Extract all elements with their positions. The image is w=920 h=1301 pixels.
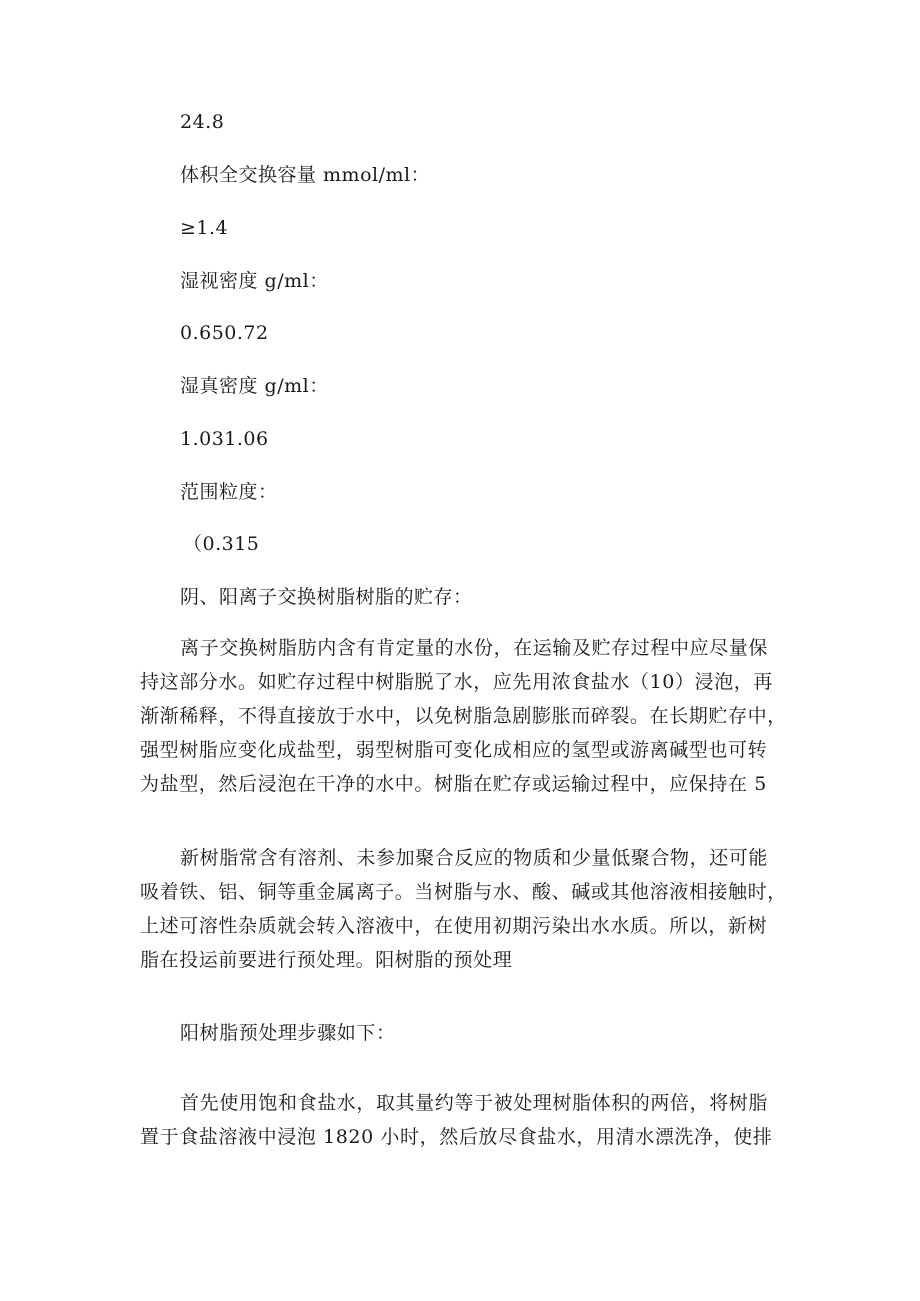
paragraph-row: 上述可溶性杂质就会转入溶液中，在使用初期污染出水水质。所以，新树 <box>140 915 768 937</box>
paragraph-row: 吸着铁、铝、铜等重金属离子。当树脂与水、酸、碱或其他溶液相接触时， <box>140 881 787 903</box>
label-line: 范围粒度： <box>180 481 278 503</box>
paragraph-steps <box>140 1086 790 1154</box>
paragraph-row: 持这部分水。如贮存过程中树脂脱了水，应先用浓食盐水（10）浸泡，再 <box>140 671 773 693</box>
paragraph-row: 新树脂常含有溶剂、未参加聚合反应的物质和少量低聚合物，还可能 <box>180 847 769 869</box>
paragraph-row: 阳树脂预处理步骤如下： <box>180 1022 396 1044</box>
label-line: 湿真密度 g/ml： <box>180 375 329 397</box>
section-heading: 阴、阳离子交换树脂树脂的贮存： <box>180 586 473 608</box>
label-line: 体积全交换容量 mmol/ml： <box>180 164 431 186</box>
paragraph-new-resin <box>140 841 790 977</box>
paragraph-row: 渐渐稀释，不得直接放于水中，以免树脂急剧膨胀而碎裂。在长期贮存中， <box>140 705 787 727</box>
value-line: （0.315 <box>183 533 260 555</box>
paragraph-steps-heading <box>140 1016 790 1050</box>
paragraph-row: 为盐型，然后浸泡在干净的水中。树脂在贮存或运输过程中，应保持在 5 <box>140 773 767 795</box>
paragraph-row: 强型树脂应变化成盐型，弱型树脂可变化成相应的氢型或游离碱型也可转 <box>140 739 768 761</box>
value-line: 0.650.72 <box>180 322 269 344</box>
label-line: 湿视密度 g/ml： <box>180 270 329 292</box>
paragraph-row: 脂在投运前要进行预处理。阳树脂的预处理 <box>140 949 513 971</box>
paragraph-storage <box>140 631 790 801</box>
paragraph-row: 离子交换树脂肪内含有肯定量的水份，在运输及贮存过程中应尽量保 <box>180 637 769 659</box>
value-line: 24.8 <box>180 111 225 133</box>
paragraph-row: 置于食盐溶液中浸泡 1820 小时，然后放尽食盐水，用清水漂洗净，使排 <box>140 1126 773 1148</box>
value-line: ≥1.4 <box>180 217 229 239</box>
value-line: 1.031.06 <box>180 428 269 450</box>
paragraph-row: 首先使用饱和食盐水，取其量约等于被处理树脂体积的两倍，将树脂 <box>180 1092 769 1114</box>
